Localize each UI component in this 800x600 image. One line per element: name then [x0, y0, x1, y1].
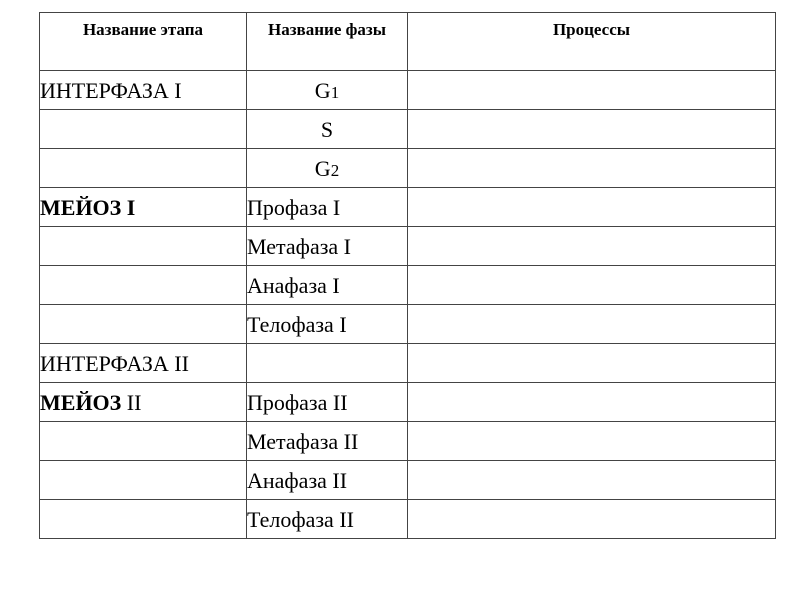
process-cell[interactable]: [408, 422, 776, 461]
stage-suffix: II: [121, 390, 142, 415]
table-row: [40, 344, 776, 383]
phase-cell: Телофаза I: [247, 305, 408, 344]
table-row: [40, 500, 776, 539]
table-row: [40, 422, 776, 461]
table-row: [40, 305, 776, 344]
process-cell[interactable]: [408, 305, 776, 344]
table-row: [40, 71, 776, 110]
phase-subscript: 1: [330, 83, 340, 102]
header-stage-name: Название этапа: [40, 13, 247, 71]
meiosis-table: [39, 12, 776, 539]
process-cell[interactable]: [408, 227, 776, 266]
phase-cell: Анафаза I: [247, 266, 408, 305]
phase-cell: [247, 71, 408, 110]
process-cell[interactable]: [408, 110, 776, 149]
table-row: [40, 383, 776, 422]
process-cell[interactable]: [408, 461, 776, 500]
process-cell[interactable]: [408, 266, 776, 305]
phase-cell: [247, 344, 408, 383]
process-cell[interactable]: [408, 500, 776, 539]
phase-cell: Телофаза II: [247, 500, 408, 539]
stage-cell: ИНТЕРФАЗА I: [40, 71, 247, 110]
table-row: [40, 266, 776, 305]
phase-cell: Профаза I: [247, 188, 408, 227]
process-cell[interactable]: [408, 383, 776, 422]
stage-cell: [40, 383, 247, 422]
stage-label: МЕЙОЗ: [40, 390, 122, 415]
stage-cell: [40, 110, 247, 149]
table-row: [40, 227, 776, 266]
header-phase-name: Название фазы: [247, 13, 408, 71]
process-cell[interactable]: [408, 149, 776, 188]
header-processes: Процессы: [408, 13, 776, 71]
stage-cell: [40, 461, 247, 500]
phase-cell: Метафаза II: [247, 422, 408, 461]
phase-label: G: [314, 156, 331, 181]
process-cell[interactable]: [408, 71, 776, 110]
header-row: [40, 13, 776, 71]
phase-cell: Метафаза I: [247, 227, 408, 266]
phase-label: G: [314, 78, 331, 103]
phase-subscript: 2: [330, 161, 340, 180]
stage-cell: [40, 149, 247, 188]
stage-cell: ИНТЕРФАЗА II: [40, 344, 247, 383]
stage-cell: [40, 500, 247, 539]
table-row: [40, 461, 776, 500]
phase-cell: Профаза II: [247, 383, 408, 422]
stage-cell: [40, 266, 247, 305]
process-cell[interactable]: [408, 188, 776, 227]
table-row: [40, 188, 776, 227]
stage-cell: [40, 305, 247, 344]
stage-cell: [40, 227, 247, 266]
phase-cell: [247, 149, 408, 188]
phase-cell: S: [247, 110, 408, 149]
process-cell[interactable]: [408, 344, 776, 383]
stage-cell: [40, 422, 247, 461]
stage-cell: МЕЙОЗ I: [40, 188, 247, 227]
table-row: [40, 110, 776, 149]
phase-cell: Анафаза II: [247, 461, 408, 500]
table-row: [40, 149, 776, 188]
